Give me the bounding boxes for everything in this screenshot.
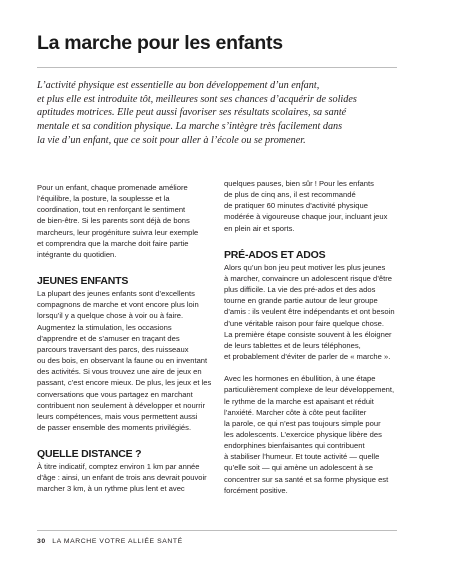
text-line: de pratiquer 60 minutes d’activité physique: [224, 201, 368, 211]
text-line: les adolescents. L’exercice physique libère des: [224, 429, 382, 439]
text-line: Pour un enfant, chaque promenade améliore: [37, 183, 188, 192]
text-line: des activités. Si vous trouvez une aire de jeux en: [37, 367, 202, 377]
jeunes-enfants-paragraph: [37, 288, 212, 433]
text-line: en plein air et sports.: [224, 223, 295, 233]
text-line: conversations que vous partagez en marchant: [37, 389, 193, 399]
text-line: contribuent non seulement à développer et nourrir: [37, 400, 206, 410]
text-line: la parole, ce qui n’est pas toujours simple pour: [224, 418, 381, 428]
left-column: [37, 182, 212, 495]
section-heading-jeunes-enfants: JEUNES ENFANTS: [37, 275, 129, 288]
text-line: Avec les hormones en ébullition, à une étape: [224, 374, 376, 384]
text-line: et comprendra que la marche doit faire partie: [37, 238, 189, 248]
quelle-distance-paragraph: [37, 461, 209, 494]
pre-ados-paragraph-2: [224, 373, 396, 496]
text-line: marcher 3 km, à un rythme plus lent et avec: [37, 484, 185, 494]
text-line: La plupart des jeunes enfants sont d’excellents: [37, 289, 195, 299]
text-line: d’âge : ainsi, un enfant de trois ans devrait pouvoir: [37, 473, 207, 483]
pre-ados-paragraph-1: [224, 262, 396, 362]
text-line: de plus de cinq ans, il est recommandé: [224, 190, 356, 200]
text-line: ou des bois, en observant la faune ou en inventant: [37, 356, 208, 366]
text-line: modérée à vigoureuse chaque jour, incluant jeux: [224, 212, 388, 222]
continuation-paragraph: [224, 178, 396, 234]
text-line: forcément positive.: [224, 485, 288, 495]
text-line: marcheurs, leur progéniture suivra leur exemple: [37, 227, 199, 237]
text-line: lorsqu’il y a quelque chose à voir ou à faire.: [37, 311, 184, 321]
text-line: et probablement d’éviter de parler de « marche ».: [224, 352, 391, 362]
opening-paragraph: [37, 182, 209, 260]
section-heading-pre-ados-et-ados: PRÉ-ADOS ET ADOS: [224, 248, 326, 261]
text-line: à marcher, convaincre un adolescent risque d’être: [224, 273, 393, 283]
intro-line: et plus elle est introduite tôt, meilleures sont ses chances d’acquérir de solides: [37, 93, 357, 105]
text-line: le rythme de la marche est apaisant et réduit: [224, 396, 374, 406]
text-line: intégrante du quotidien.: [37, 249, 117, 259]
text-line: l’anxiété. Marcher côte à côte peut faciliter: [224, 407, 367, 417]
intro-line: la vie d’un enfant, que ce soit pour aller à l’école ou se promener.: [37, 134, 306, 146]
text-line: À titre indicatif, comptez environ 1 km par année: [37, 462, 200, 472]
text-line: tourne en grande partie autour de leur groupe: [224, 296, 378, 306]
text-line: à stabiliser l’humeur. Et toute activité — quelle: [224, 452, 380, 462]
intro-line: mentale et sa condition physique. La marche s’intègre très facilement dans: [37, 121, 343, 133]
text-line: leurs compétences, mais vous permettent aussi: [37, 411, 198, 421]
text-line: Augmentez la stimulation, les occasions: [37, 322, 172, 332]
text-line: passant, c’est encore mieux. De plus, les jeux et les: [37, 378, 212, 388]
text-line: quelques pauses, bien sûr ! Pour les enfants: [224, 179, 374, 188]
text-line: de leurs tablettes et de leurs téléphones,: [224, 340, 361, 350]
text-line: d’apprendre et de s’amuser en traçant des: [37, 333, 180, 343]
text-line: compagnons de marche et vont encore plus loin: [37, 300, 199, 310]
text-line: plus difficile. La vie des pré-ados et des ados: [224, 285, 376, 295]
footer-divider: [37, 530, 397, 531]
text-line: l’équilibre, la posture, la souplesse et la: [37, 194, 170, 204]
text-line: endorphines bienfaisantes qui contribuent: [224, 441, 365, 451]
intro-line: L’activité physique est essentielle au bon développement d’un enfant,: [37, 80, 320, 91]
page-footer: [37, 538, 183, 545]
section-heading-quelle-distance: QUELLE DISTANCE ?: [37, 448, 142, 461]
text-line: La première étape consiste souvent à les éloigner: [224, 329, 392, 339]
text-line: qu’elle soit — qui amène un adolescent à se: [224, 463, 374, 473]
page-title: La marche pour les enfants: [37, 32, 283, 54]
text-line: d’une véritable raison pour faire quelque chose.: [224, 318, 384, 328]
right-column: [224, 178, 396, 496]
running-title: LA MARCHE VOTRE ALLIÉE SANTÉ: [52, 538, 183, 545]
intro-paragraph: [37, 79, 407, 148]
page-number: 30: [37, 538, 46, 545]
text-line: coordination, tout en renforçant le sentiment: [37, 205, 186, 215]
text-line: concentrer sur sa santé et sa forme physique est: [224, 474, 389, 484]
text-line: Alors qu’un bon jeu peut motiver les plus jeunes: [224, 262, 386, 272]
text-line: de bien-être. Si les parents sont déjà de bons: [37, 216, 190, 226]
text-line: d’amis : ils veulent être indépendants et ont besoin: [224, 307, 395, 317]
intro-line: aptitudes motrices. Elle peut aussi favoriser ses résultats scolaires, sa santé: [37, 107, 347, 119]
text-line: de passer ensemble des moments privilégiés.: [37, 422, 192, 432]
title-divider: [37, 67, 397, 68]
text-line: parcours traversant des parcs, des ruisseaux: [37, 344, 189, 354]
text-line: particulièrement complexe de leur développement,: [224, 385, 395, 395]
